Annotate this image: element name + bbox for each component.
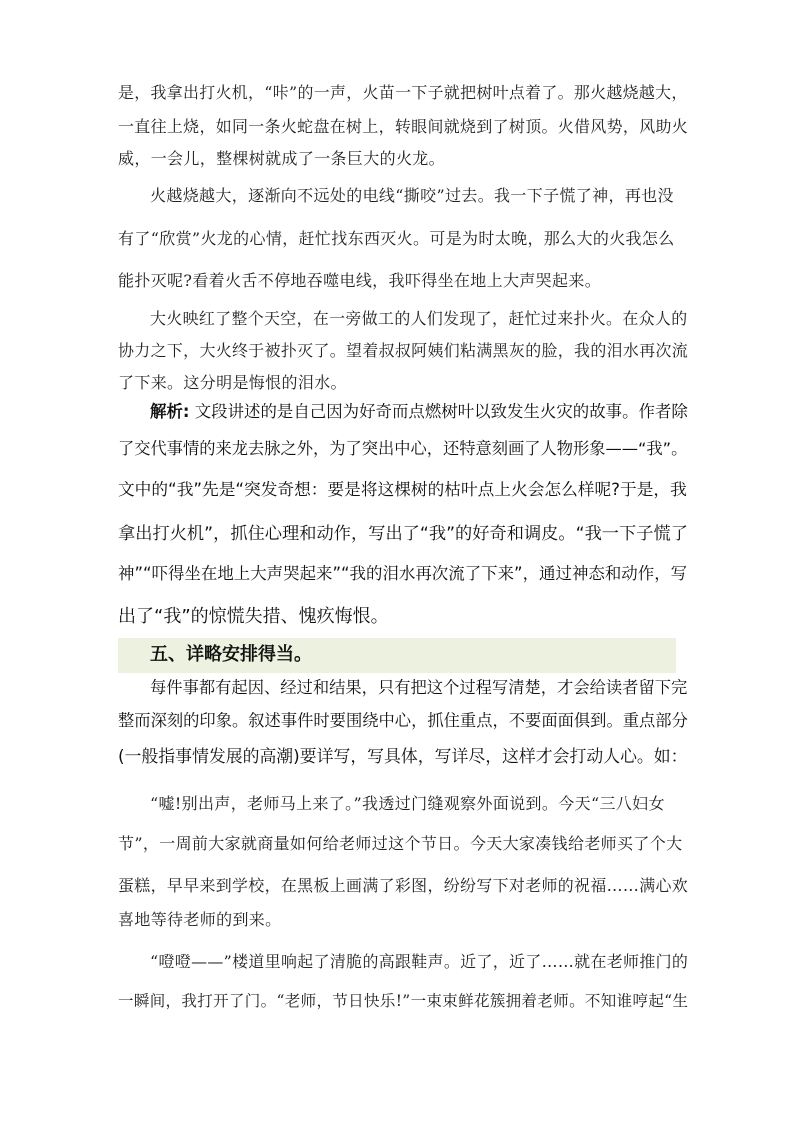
excerpt-line: 威，一会儿，整棵树就成了一条巨大的火龙。 xyxy=(118,149,446,168)
body-line: 每件事都有起因、经过和结果，只有把这个过程写清楚，才会给读者留下完 xyxy=(150,678,688,697)
analysis-first-line xyxy=(150,404,688,420)
excerpt-line: 是，我拿出打火机，“咔”的一声，火苗一下子就把树叶点着了。那火越烧越大， xyxy=(118,83,688,102)
analysis-line: 了交代事情的来龙去脉之外，为了突出中心，还特意刻画了人物形象——“我”。 xyxy=(118,439,688,458)
excerpt-line: 火越烧越大，逐渐向不远处的电线“撕咬”过去。我一下子慌了神，再也没 xyxy=(150,186,674,205)
excerpt-line: 能扑灭呢?看着火舌不停地吞噬电线，我吓得坐在地上大声哭起来。 xyxy=(118,271,602,290)
analysis-line: 出了“我”的惊慌失措、愧疚悔恨。 xyxy=(118,606,389,627)
analysis-line: 拿出打火机”，抓住心理和动作，写出了“我”的好奇和调皮。“我一下子慌了 xyxy=(118,524,688,544)
excerpt-line: 协力之下，大火终于被扑灭了。望着叔叔阿姨们粘满黑灰的脸，我的泪水再次流 xyxy=(118,341,689,360)
example-line: “嘘!别出声，老师马上来了。”我透过门缝观察外面说到。今天“三八妇女 xyxy=(150,794,665,813)
analysis-line: 文中的“我”先是“突发奇想：要是将这棵树的枯叶点上火会怎么样呢?于是，我 xyxy=(118,479,687,499)
excerpt-line: 了下来。这分明是悔恨的泪水。 xyxy=(118,373,347,392)
body-line: 整而深刻的印象。叙述事件时要围绕中心，抓住重点，不要面面俱到。重点部分 xyxy=(118,711,688,730)
example-line: 一瞬间，我打开了门。“老师，节日快乐!”一束束鲜花簇拥着老师。不知谁哼起“生 xyxy=(118,992,689,1010)
example-line: 蛋糕，早早来到学校，在黑板上画满了彩图，纷纷写下对老师的祝福……满心欢 xyxy=(118,876,689,895)
body-line: (一般指事情发展的高潮)要详写，写具体，写详尽，这样才会打动人心。如： xyxy=(118,746,688,766)
analysis-text: 文段讲述的是自己因为好奇而点燃树叶以致发生火灾的故事。作者除 xyxy=(194,402,688,421)
excerpt-line: 一直往上烧，如同一条火蛇盘在树上，转眼间就烧到了树顶。火借风势，风助火 xyxy=(118,117,689,136)
excerpt-line: 大火映红了整个天空，在一旁做工的人们发现了，赶忙过来扑火。在众人的 xyxy=(150,309,688,328)
analysis-line: 神”“吓得坐在地上大声哭起来”“我的泪水再次流了下来”，通过神态和动作，写 xyxy=(118,564,688,583)
excerpt-line: 有了“欣赏”火龙的心情，赶忙找东西灭火。可是为时太晚，那么大的火我怎么 xyxy=(118,229,675,248)
example-line: 喜地等待老师的到来。 xyxy=(118,910,282,929)
section-heading: 五、详略安排得当。 xyxy=(150,644,312,665)
example-line: 节”，一周前大家就商量如何给老师过这个节日。今天大家凑钱给老师买了个大 xyxy=(118,834,683,853)
analysis-label: 解析: xyxy=(150,402,190,421)
example-line: “噔噔——”楼道里响起了清脆的高跟鞋声。近了，近了……就在老师推门的 xyxy=(150,952,689,971)
